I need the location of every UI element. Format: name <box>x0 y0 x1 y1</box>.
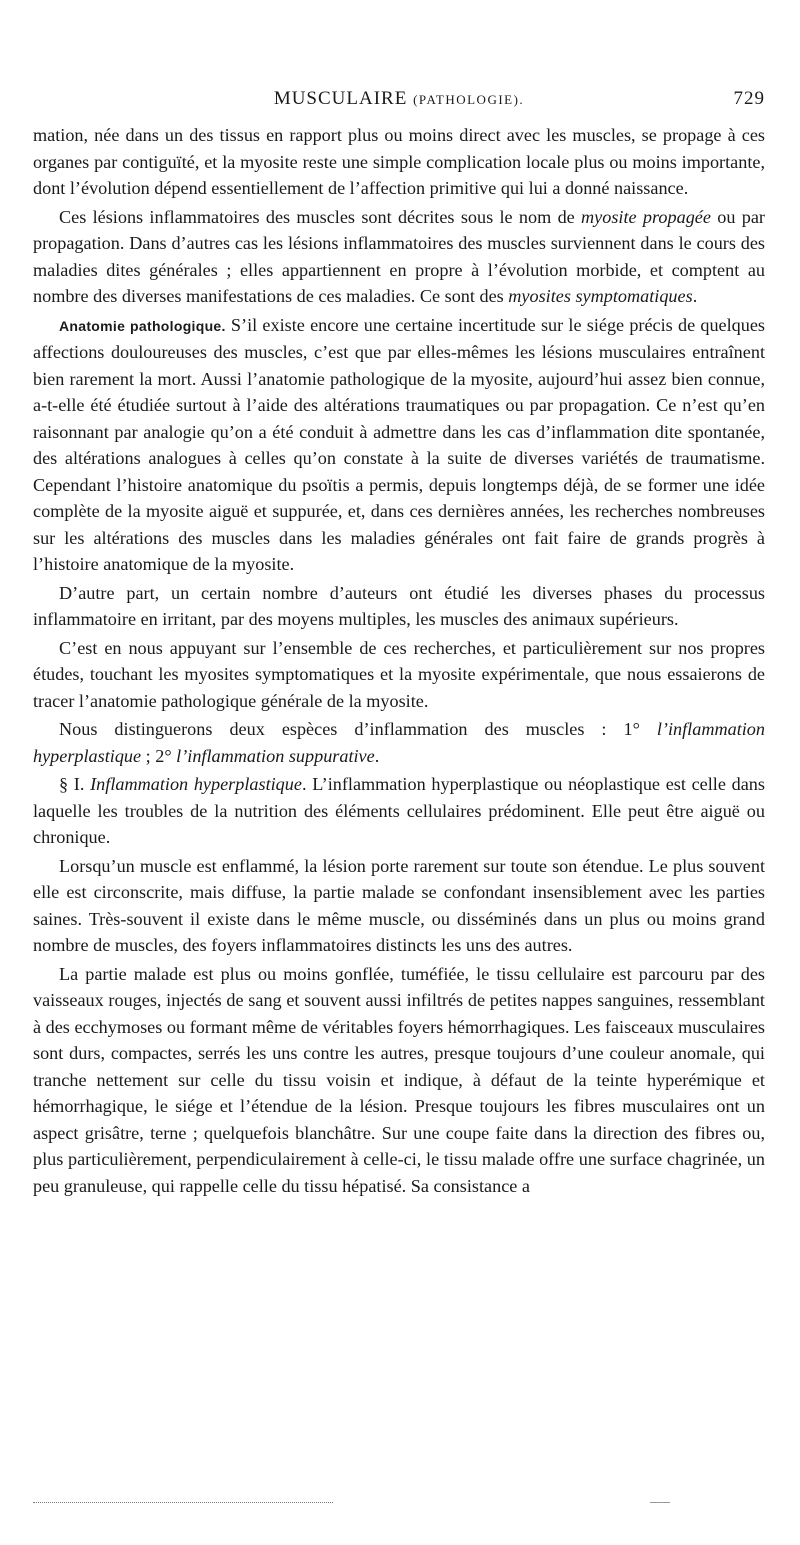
paragraph-4: D’autre part, un certain nombre d’auteurs ont étudié les diverses phases du processus inflammatoire en irritant, par des moyens multiples, les muscles des animaux supérieurs. <box>33 582 765 629</box>
paragraph-9: La partie malade est plus ou moins gonflée, tuméfiée, le tissu cellulaire est parcouru par des vaisseaux rouges, injectés de sang et souvent aussi infiltrés de petites nappes sanguines, ressemblant à des ecchymoses ou formant même de véritables foyers hémorrhagiques. Les faisceaux musculaires sont durs, compactes, serrés les uns contre les autres, presque toujours d’une couleur anomale, qui tranche nettement sur celle du tissu voisin et indique, à défaut de la teinte hyperémique et hémorrhagique, le siége et l’étendue de la lésion. Presque toujours les fibres musculaires ont un aspect grisâtre, terne ; quelquefois blanchâtre. Sur une coupe faite dans la direction des fibres ou, plus particulièrement, perpendiculairement à celle-ci, le tissu malade offre une surface chagrinée, un peu granuleuse, qui rappelle celle du tissu hépatisé. Sa consistance a <box>33 963 765 1196</box>
running-title <box>33 88 765 110</box>
section-heading-inflammation-hyperplastique: Inflammation hyperplastique <box>90 774 302 794</box>
paragraph-3: Anatomie pathologique. S’il existe encore une certaine incertitude sur le siége précis de quelques affections douloureuses des muscles, c’est que par elles-mêmes les lésions musculaires entraînent bien rarement la mort. Aussi l’anatomie pathologique de la myosite, aujourd’hui assez bien connue, a-t-elle été étudiée surtout à l’aide des altérations traumatiques ou par propagation. Ce n’est qu’en raisonnant par analogie qu’on a été conduit à admettre dans les cas d’inflammation dite spontanée, des altérations analogues à celles qu’on constate à la suite de diverses variétés de traumatisme. Cependant l’histoire anatomique du psoïtis a permis, depuis longtemps déjà, de se former une idée complète de la myosite aiguë et suppurée, et, dans ces dernières années, les recherches nombreuses sur les altérations des muscles dans les maladies générales ont fait faire de grands progrès à l’histoire anatomique de la myosite. <box>33 314 766 574</box>
section-mark: § I. <box>59 774 91 794</box>
page-number: 729 <box>733 88 765 109</box>
term-myosite-propagee: myosite propagée <box>581 206 711 227</box>
running-title-sub: (PATHOLOGIE). <box>413 92 525 107</box>
running-head <box>33 88 765 112</box>
paragraph-8: Lorsqu’un muscle est enflammé, la lésion porte rarement sur toute son étendue. Le plus souvent elle est circonscrite, mais diffuse, la partie malade se confondant insensiblement avec les parties saines. Très-souvent il existe dans le même muscle, ou disséminés dans un plus ou moins grand nombre de muscles, des foyers inflammatoires distincts les uns des autres. <box>33 855 765 955</box>
section-heading-anatomie: Anatomie pathologique. <box>59 317 226 334</box>
paragraph-7: § I. Inflammation hyperplastique. L’inflammation hyperplastique ou néoplastique est celle dans laquelle les troubles de la nutrition des éléments cellulaires prédominent. Elle peut être aiguë ou chronique. <box>33 774 765 847</box>
term-inflammation-suppurative: l’inflammation suppurative <box>176 745 375 766</box>
paragraph-1: mation, née dans un des tissus en rapport plus ou moins direct avec les muscles, se propage à ces organes par contiguïté, et la myosite reste une simple complication locale plus ou moins importante, dont l’évolution dépend essentiellement de l’affection primitive qui lui a donné naissance. <box>33 125 765 198</box>
paragraph-5: C’est en nous appuyant sur l’ensemble de ces recherches, et particulièrement sur nos propres études, touchant les myosites symptomatiques et la myosite expérimentale, que nous essaierons de tracer l’anatomie pathologique générale de la myosite. <box>33 637 765 711</box>
term-inflammation-hyperplastique: l’inflammation hyperplastique <box>33 719 765 766</box>
page-body <box>33 122 765 1199</box>
footer-dotted-rule <box>33 1502 333 1503</box>
term-myosites-symptomatiques: myosites symptomatiques <box>508 286 693 306</box>
paragraph-6: Nous distinguerons deux espèces d’inflammation des muscles : 1° l’inflammation hyperplastique ; 2° l’inflammation suppurative. <box>33 719 765 766</box>
running-title-main: MUSCULAIRE <box>273 88 408 109</box>
paragraph-2: Ces lésions inflammatoires des muscles sont décrites sous le nom de myosite propagée ou par propagation. Dans d’autres cas les lésions inflammatoires des muscles surviennent dans le cours des maladies dites générales ; elles appartiennent en propre à l’évolution morbide, et comptent au nombre des diverses manifestations de ces maladies. Ce sont des myosites symptomatiques. <box>33 206 765 306</box>
footer-dash <box>650 1502 670 1503</box>
